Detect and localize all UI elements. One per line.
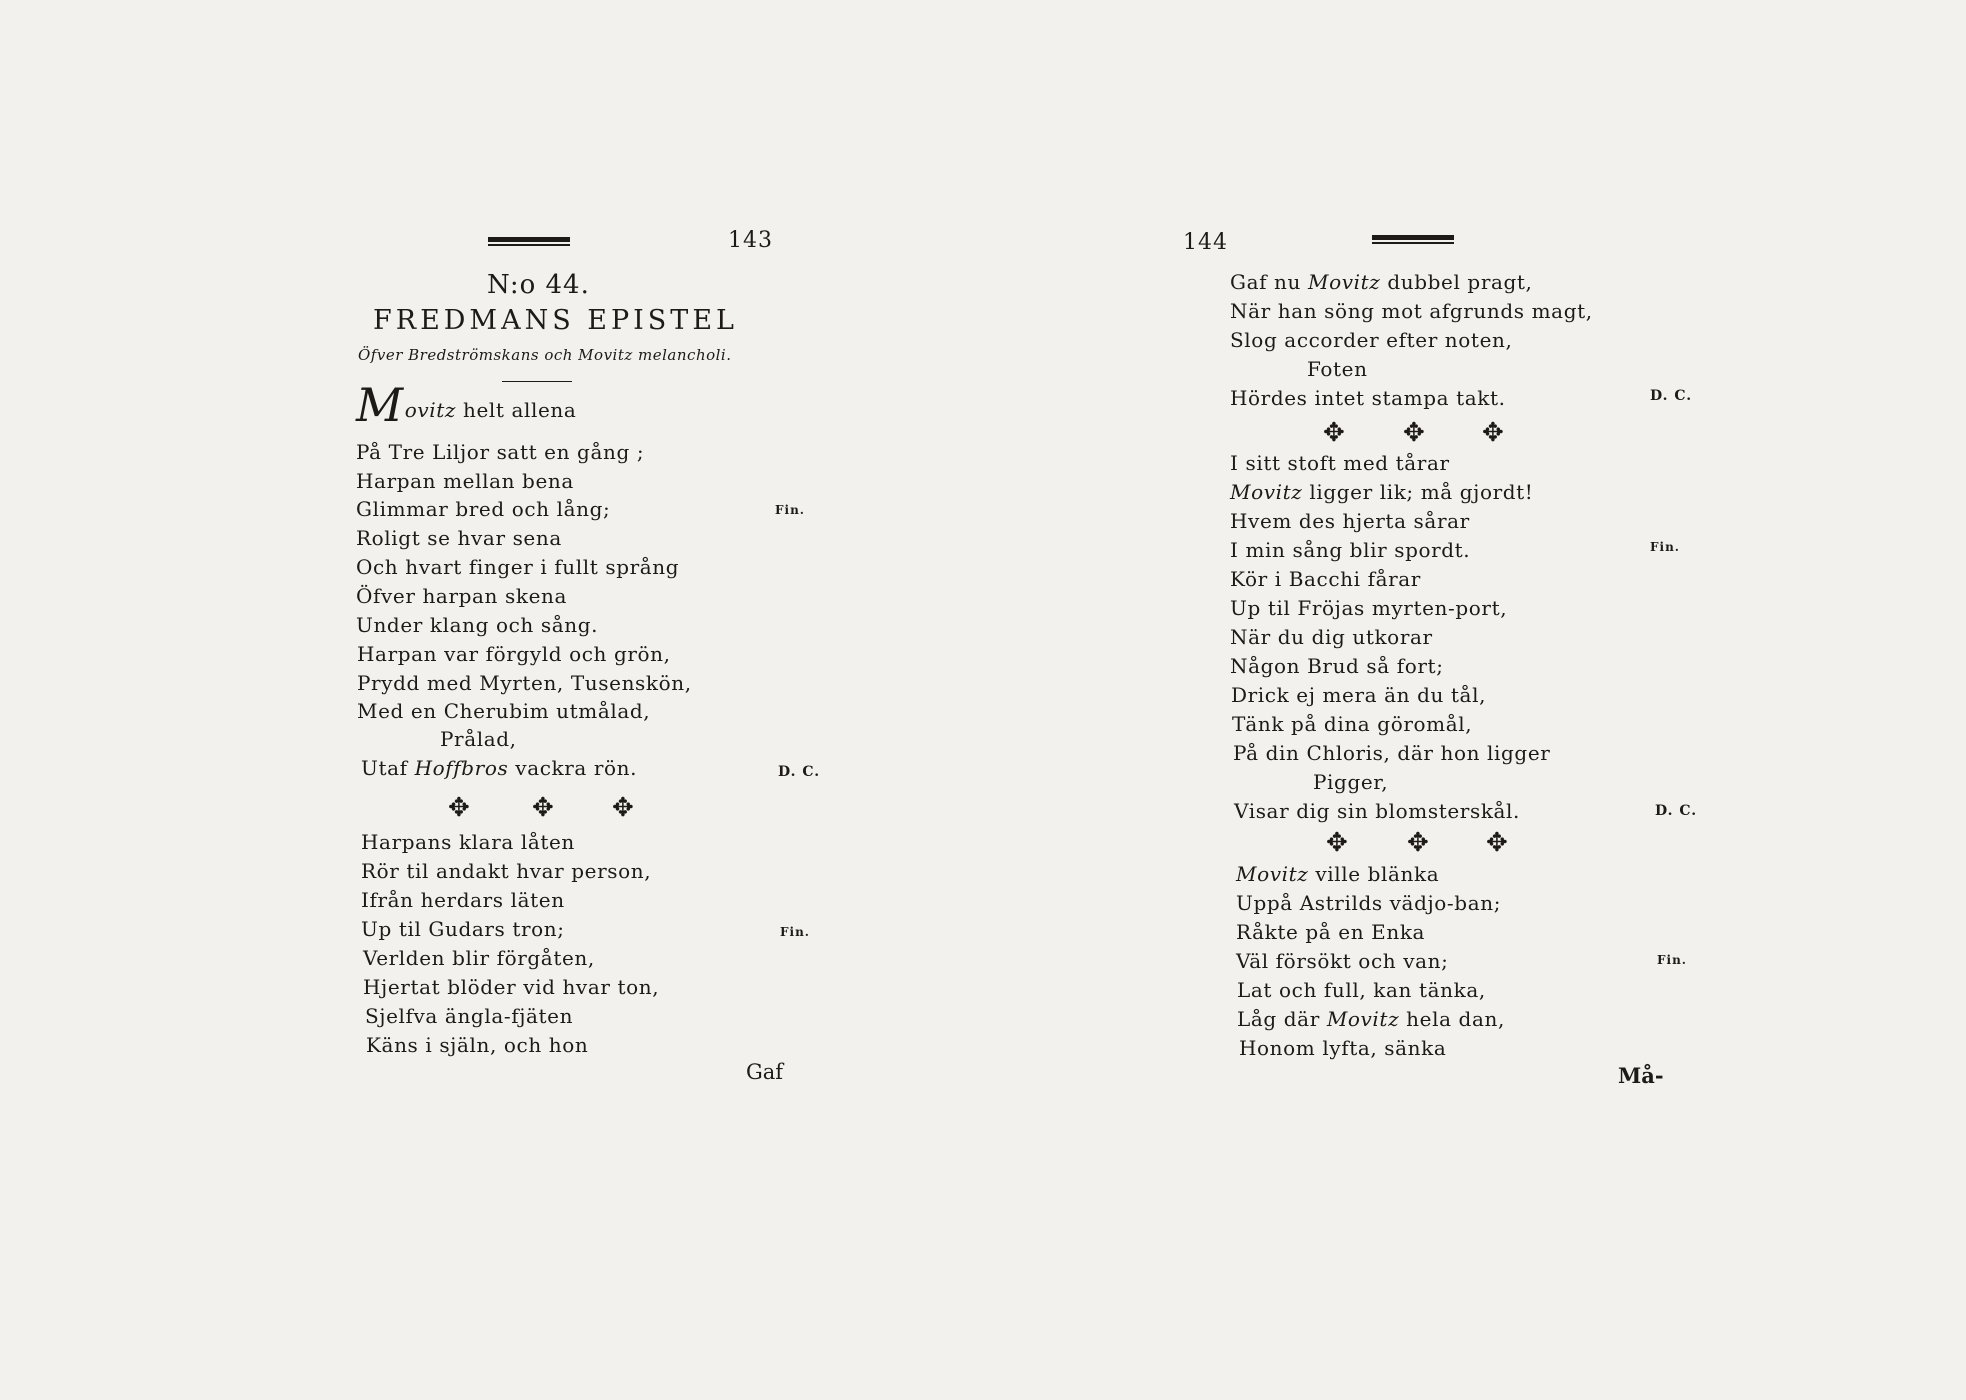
- ornament-icon: ✥: [1486, 828, 1508, 858]
- ornament-icon: ✥: [1482, 418, 1504, 448]
- catchword: Må-: [1618, 1063, 1664, 1088]
- ornament-icon: ✥: [612, 793, 634, 823]
- page-title: FREDMANS EPISTEL: [373, 305, 738, 336]
- verse-line: Up til Fröjas myrten-port,: [1230, 596, 1508, 620]
- verse-line: [1230, 480, 1533, 504]
- verse-line: [1236, 862, 1439, 886]
- verse-line: Kör i Bacchi fårar: [1230, 567, 1421, 591]
- verse-line: Glimmar bred och lång;: [356, 497, 611, 521]
- first-line-tail: helt allena: [456, 398, 577, 422]
- fin-mark: Fin.: [1657, 953, 1687, 967]
- dc-mark: D. C.: [778, 764, 821, 780]
- ornament-icon: ✥: [1323, 418, 1345, 448]
- ornament-icon: ✥: [1407, 828, 1429, 858]
- verse-line: Och hvart finger i fullt språng: [356, 555, 680, 579]
- verse-line: I min sång blir spordt.: [1230, 538, 1471, 562]
- verse-line: Ifrån herdars läten: [361, 888, 565, 912]
- verse-line: Slog accorder efter noten,: [1230, 328, 1513, 352]
- verse-line: Hvem des hjerta sårar: [1230, 509, 1470, 533]
- verse-line: Visar dig sin blomsterskål.: [1234, 799, 1521, 823]
- verse-line: Tänk på dina göromål,: [1232, 712, 1473, 736]
- verse-line: Hördes intet stampa takt.: [1230, 386, 1506, 410]
- page-number: 144: [1183, 230, 1228, 255]
- first-line: [356, 378, 577, 432]
- verse-line: [361, 756, 637, 780]
- utaf-prefix: Utaf: [361, 756, 415, 780]
- ornament-icon: ✥: [1403, 418, 1425, 448]
- fin-mark: Fin.: [780, 925, 810, 939]
- fin-mark: Fin.: [1650, 540, 1680, 554]
- right-page: [983, 0, 1966, 1400]
- line-suffix: ville blänka: [1308, 862, 1440, 886]
- verse-line: Öfver harpan skena: [356, 584, 568, 608]
- verse-line: Käns i själn, och hon: [366, 1033, 589, 1057]
- movitz-italic: Movitz: [1307, 270, 1381, 294]
- verse-line: Honom lyfta, sänka: [1239, 1036, 1447, 1060]
- verse-line: Roligt se hvar sena: [356, 526, 562, 550]
- header-rule: [1372, 235, 1454, 244]
- verse-line: Verlden blir förgåten,: [363, 946, 595, 970]
- verse-line: När han söng mot afgrunds magt,: [1230, 299, 1593, 323]
- verse-line: Foten: [1307, 357, 1368, 381]
- verse-line: Råkte på en Enka: [1236, 920, 1426, 944]
- utaf-suffix: vackra rön.: [508, 756, 638, 780]
- verse-line: Med en Cherubim utmålad,: [357, 699, 651, 723]
- line-prefix: Låg där: [1237, 1007, 1327, 1031]
- verse-line: Pigger,: [1313, 770, 1389, 794]
- ornament-icon: ✥: [448, 793, 470, 823]
- verse-line: Harpan var förgyld och grön,: [357, 642, 671, 666]
- verse-line: På din Chloris, där hon ligger: [1233, 741, 1551, 765]
- verse-line: Harpan mellan bena: [356, 469, 574, 493]
- number-heading: N:o 44.: [487, 270, 590, 300]
- verse-line: I sitt stoft med tårar: [1230, 451, 1450, 475]
- page-number: 143: [728, 228, 773, 253]
- ornament-icon: ✥: [1326, 828, 1348, 858]
- verse-line: Uppå Astrilds vädjo-ban;: [1236, 891, 1502, 915]
- verse-line: När du dig utkorar: [1230, 625, 1433, 649]
- first-line-italic: ovitz: [404, 398, 457, 422]
- movitz-italic: Movitz: [1230, 480, 1303, 504]
- verse-line: Någon Brud så fort;: [1230, 654, 1444, 678]
- hoffbros-italic: Hoffbros: [414, 756, 509, 780]
- dc-mark: D. C.: [1655, 803, 1698, 819]
- verse-line: Hjertat blöder vid hvar ton,: [363, 975, 660, 999]
- verse-line: [1230, 270, 1533, 294]
- verse-line: Prydd med Myrten, Tusenskön,: [357, 671, 692, 695]
- movitz-italic: Movitz: [1236, 862, 1309, 886]
- fin-mark: Fin.: [775, 503, 805, 517]
- verse-line: Väl försökt och van;: [1236, 949, 1449, 973]
- line-suffix: dubbel pragt,: [1380, 270, 1533, 294]
- line-prefix: Gaf nu: [1230, 270, 1308, 294]
- verse-line: Prålad,: [440, 727, 517, 751]
- header-rule: [488, 237, 570, 246]
- subtitle: Öfver Bredströmskans och Movitz melancholi.: [358, 346, 732, 364]
- line-suffix: ligger lik; må gjordt!: [1302, 480, 1534, 504]
- verse-line: Lat och full, kan tänka,: [1237, 978, 1486, 1002]
- verse-line: Rör til andakt hvar person,: [361, 859, 652, 883]
- verse-line: Under klang och sång.: [356, 613, 599, 637]
- verse-line: På Tre Liljor satt en gång ;: [356, 440, 645, 464]
- movitz-italic: Movitz: [1326, 1007, 1400, 1031]
- verse-line: Sjelfva ängla-fjäten: [365, 1004, 574, 1028]
- verse-line: Harpans klara låten: [361, 830, 575, 854]
- ornament-icon: ✥: [532, 793, 554, 823]
- title-divider: [502, 381, 572, 382]
- verse-line: Up til Gudars tron;: [361, 917, 565, 941]
- drop-cap: M: [356, 378, 404, 432]
- dc-mark: D. C.: [1650, 388, 1693, 404]
- line-suffix: hela dan,: [1399, 1007, 1505, 1031]
- verse-line: [1237, 1007, 1505, 1031]
- catchword: Gaf: [746, 1060, 784, 1084]
- verse-line: Drick ej mera än du tål,: [1231, 683, 1487, 707]
